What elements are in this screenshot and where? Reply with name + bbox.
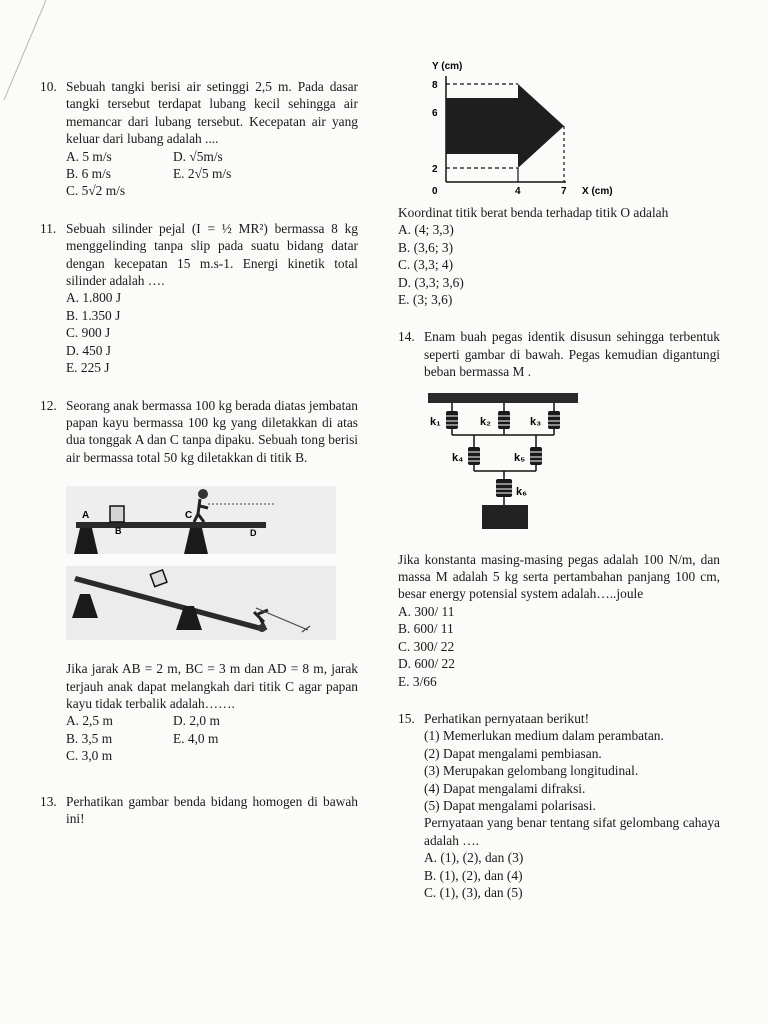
left-column [40, 78, 358, 827]
spring-label-k3: k₃ [530, 415, 542, 428]
statement-5: (5) Dapat mengalami polarisasi. [424, 797, 596, 813]
question-14 [398, 328, 720, 380]
options-row [40, 165, 358, 182]
option-c: C. (3,3; 4) [398, 257, 454, 273]
x-axis-label: X (cm) [582, 186, 613, 197]
question-number: 11. [40, 220, 57, 236]
option-c: C. 5√2 m/s [66, 183, 126, 199]
statement-2: (2) Dapat mengalami pembiasan. [424, 745, 602, 761]
question-number: 10. [40, 79, 57, 94]
y-axis-label: Y (cm) [432, 61, 463, 72]
statement-1: (1) Memerlukan medium dalam perambatan. [424, 728, 664, 744]
label-b: B [115, 526, 122, 537]
question-number: 14. [398, 329, 415, 345]
label-c: C [185, 510, 193, 522]
question-number: 12. [40, 397, 57, 413]
question-number: 13. [40, 793, 57, 809]
option-d: D. 450 J [66, 342, 112, 358]
option-a: A. (4; 3,3) [398, 222, 454, 238]
options-row [40, 730, 358, 747]
barrel [110, 506, 124, 522]
option-c: C. 3,0 m [66, 748, 113, 764]
mass-block [482, 505, 528, 529]
option-a: A. (1), (2), dan (3) [424, 850, 524, 866]
question-15-prompt: Pernyataan yang benar tentang sifat gelombang cahaya adalah …. [424, 815, 720, 848]
question-13 [40, 793, 358, 828]
question-text: Enam buah pegas identik disusun sehingga terbentuk seperti gambar di bawah. Pegas kemudian digantungi beban bermassa M . [424, 329, 720, 380]
label-a: A [82, 510, 90, 522]
y-tick-0: 0 [432, 186, 438, 197]
plank-top [76, 522, 266, 528]
options-row [40, 148, 358, 165]
statement-4: (4) Dapat mengalami difraksi. [424, 780, 586, 796]
question-12-prompt: Jika jarak AB = 2 m, BC = 3 m dan AD = 8 m, jarak terjauh anak dapat melangkah dari titik C agar papan kayu tidak terbalik adalah……. [66, 661, 358, 711]
question-text: Sebuah silinder pejal (I = ½ MR²) bermassa 8 kg menggelinding tanpa slip pada suatu bidang datar dengan kecepatan 15 m.s-1. Energi kinetik total silinder adalah …. [66, 220, 358, 289]
option-d: D. 600/ 22 [398, 656, 455, 672]
option-c: C. 900 J [66, 325, 111, 341]
question-10 [40, 78, 358, 148]
spring-label-k4: k₄ [452, 451, 464, 464]
option-e: E. (3; 3,6) [398, 292, 453, 308]
spring-label-k1: k₁ [430, 415, 441, 428]
option-d: D. (3,3; 3,6) [398, 274, 464, 290]
question-15 [398, 710, 720, 727]
options-row [40, 712, 358, 729]
question-13-prompt: Koordinat titik berat benda terhadap titik O adalah [398, 205, 669, 220]
question-text: Sebuah tangki berisi air setinggi 2,5 m. Pada dasar tangki tersebut terdapat lubang kecil sehingga air memancar dari lubang tersebut. Kecepatan air yang keluar dari lubang adalah .... [66, 79, 358, 147]
ceiling [428, 393, 578, 403]
spring-label-k5: k₅ [514, 451, 526, 464]
y-tick-8: 8 [432, 80, 438, 91]
y-tick-2: 2 [432, 164, 438, 175]
option-e: E. 3/66 [398, 673, 437, 689]
option-a: A. 1.800 J [66, 290, 122, 306]
spring-figure [424, 391, 584, 533]
shape-graph [416, 58, 636, 198]
option-e: E. 225 J [66, 360, 110, 376]
question-text: Perhatikan gambar benda bidang homogen di bawah ini! [66, 793, 358, 826]
question-11 [40, 220, 358, 290]
option-b: B. (1), (2), dan (4) [424, 867, 523, 883]
option-b: B. 600/ 11 [398, 621, 454, 637]
question-number: 15. [398, 710, 415, 726]
label-d: D [250, 528, 257, 539]
option-b: B. 6 m/s [66, 166, 112, 182]
option-c: C. (1), (3), dan (5) [424, 884, 523, 900]
option-e: E. 4,0 m [173, 730, 219, 746]
question-text: Perhatikan pernyataan berikut! [424, 710, 590, 726]
arrow-shape [446, 84, 564, 168]
option-e: E. 2√5 m/s [173, 166, 232, 182]
right-column [398, 58, 720, 901]
statement-3: (3) Merupakan gelombang longitudinal. [424, 763, 639, 779]
spring-label-k2: k₂ [480, 415, 492, 428]
option-a: A. 2,5 m [66, 713, 113, 729]
option-b: B. 1.350 J [66, 307, 121, 323]
question-12 [40, 397, 358, 467]
question-text: Seorang anak bermassa 100 kg berada diatas jembatan papan kayu bermassa 100 kg yang diletakkan di atas dua tonggak A dan C tanpa dipaku. Sebuah tong berisi air bermassa total 50 kg diletakkan di titik B. [66, 397, 358, 465]
option-d: D. 2,0 m [173, 713, 220, 729]
question-14-prompt: Jika konstanta masing-masing pegas adalah 100 N/m, dan massa M adalah 5 kg serta pertambahan panjang 100 cm, besar energy potensial system adalah…..joule [398, 551, 720, 602]
option-a: A. 300/ 11 [398, 603, 455, 619]
option-d: D. √5m/s [173, 148, 223, 164]
option-a: A. 5 m/s [66, 148, 112, 164]
spring-label-k6: k₆ [516, 485, 528, 498]
option-c: C. 300/ 22 [398, 638, 455, 654]
option-b: B. (3,6; 3) [398, 239, 454, 255]
x-tick-4: 4 [515, 186, 521, 197]
option-b: B. 3,5 m [66, 730, 113, 746]
x-tick-7: 7 [561, 186, 567, 197]
y-tick-6: 6 [432, 108, 438, 119]
plank-figure [40, 484, 358, 644]
